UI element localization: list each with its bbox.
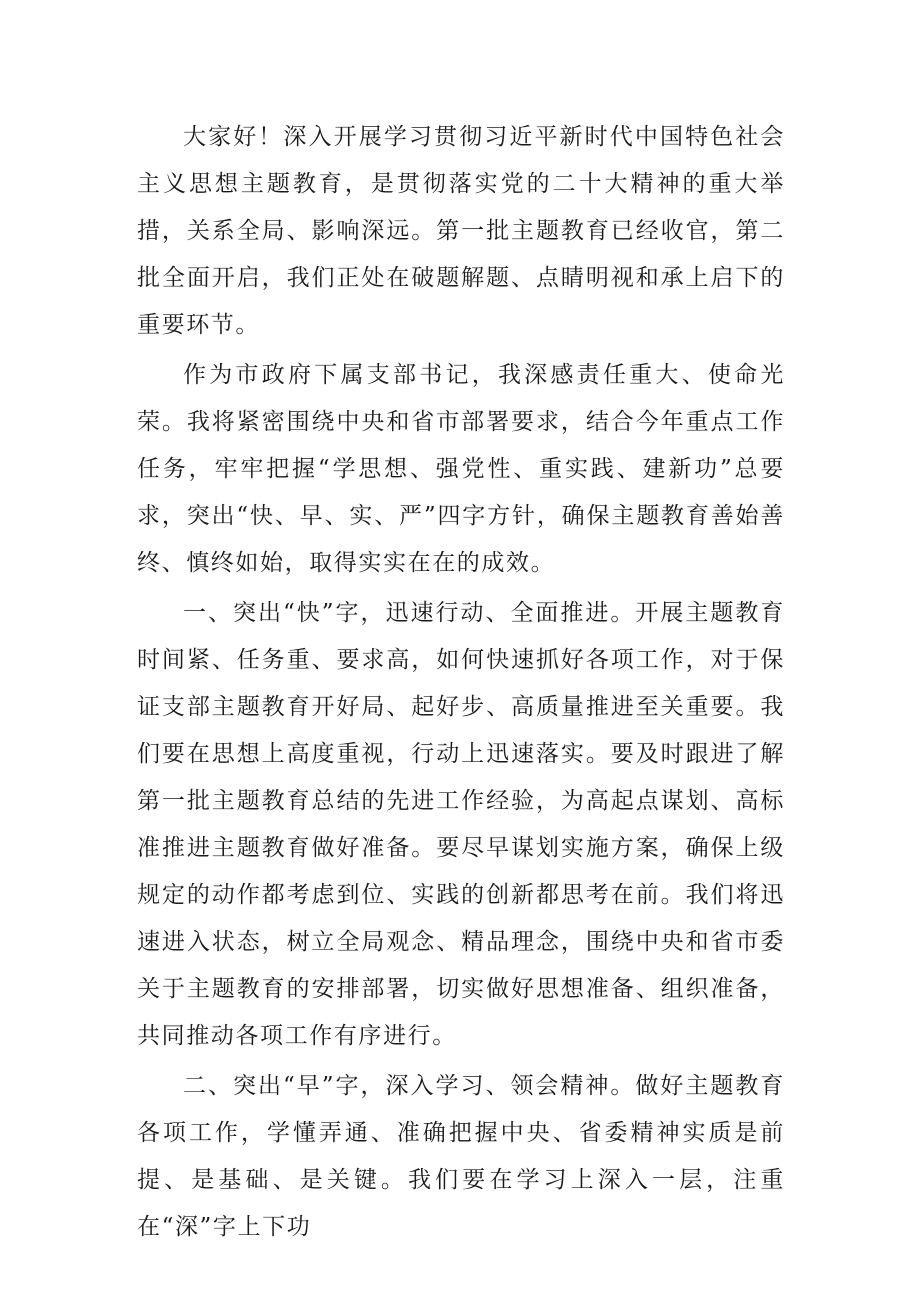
paragraph-commitment: 作为市政府下属支部书记，我深感责任重大、使命光荣。我将紧密围绕中央和省市部署要求，结合今年重点工作任务，牢牢把握“学思想、强党性、重实践、建新功”总要求，突出“快、早、实、严”四字方针，确保主题教育善始善终、慎终如始，取得实实在在的成效。 [137, 362, 785, 576]
document-body [137, 114, 785, 1254]
paragraph-opening: 大家好！深入开展学习贯彻习近平新时代中国特色社会主义思想主题教育，是贯彻落实党的二十大精神的重大举措，关系全局、影响深远。第一批主题教育已经收官，第二批全面开启，我们正处在破题解题、点睛明视和承上启下的重要环节。 [137, 124, 785, 338]
paragraph-point-two: 二、突出“早”字，深入学习、领会精神。做好主题教育各项工作，学懂弄通、准确把握中央、省委精神实质是前提、是基础、是关键。我们要在学习上深入一层，注重在“深”字上下功 [137, 1073, 785, 1240]
paragraph-point-one: 一、突出“快”字，迅速行动、全面推进。开展主题教育时间紧、任务重、要求高，如何快速抓好各项工作，对于保证支部主题教育开好局、起好步、高质量推进至关重要。我们要在思想上高度重视，行动上迅速落实。要及时跟进了解第一批主题教育总结的先进工作经验，为高起点谋划、高标准推进主题教育做好准备。要尽早谋划实施方案，确保上级规定的动作都考虑到位、实践的创新都思考在前。我们将迅速进入状态，树立全局观念、精品理念，围绕中央和省市委关于主题教育的安排部署，切实做好思想准备、组织准备，共同推动各项工作有序进行。 [137, 600, 785, 1049]
